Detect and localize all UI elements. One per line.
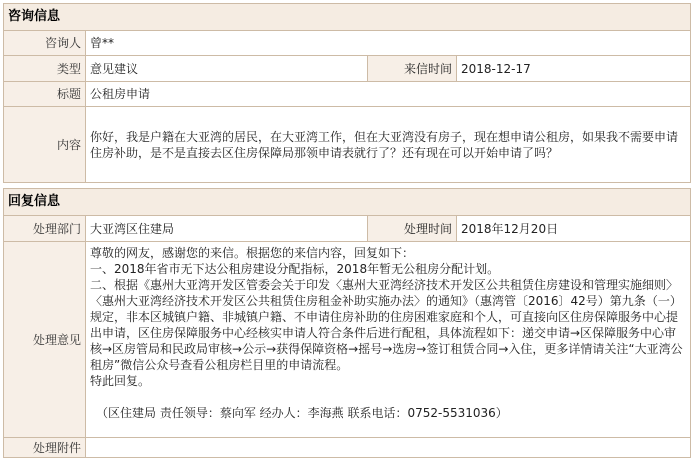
time-cell bbox=[368, 216, 691, 242]
opinion-paragraph: 二、根据《惠州大亚湾开发区管委会关于印发〈惠州大亚湾经济技术开发区公共租赁住房建设和管理实施细则〉〈惠州大亚湾经济技术开发区公共租赁住房租金补助实施办法〉的通知》（惠湾管〔2016〕42号）第九条（一）规定，非本区城镇户籍、非城镇户籍、不申请住房补助的住房困难家庭和个人，可直接向区住房保障服务中心提出申请，区住房保障服务中心经核实申请人符合条件后进行配租，具体流程如下：递交申请→区保障服务中心审核→区房管局和民政局审核→公示→获得保障资格→摇号→选房→签订租赁合同→入住，更多详情请关注“大亚湾公租房”微信公众号查看公租房栏目里的申请流程。 bbox=[90, 278, 683, 372]
consultation-form bbox=[3, 3, 691, 458]
title-label: 标题 bbox=[4, 82, 86, 107]
content-value: 你好，我是户籍在大亚湾的居民，在大亚湾工作，但在大亚湾没有房子，现在想申请公租房，如果我不需要申请住房补助，是不是直接去区住房保障局那领申请表就行了？还有现在可以开始申请了吗？ bbox=[86, 107, 691, 183]
opinion-paragraph: 尊敬的网友，感谢您的来信。根据您的来信内容，回复如下： bbox=[90, 246, 415, 260]
date-label: 来信时间 bbox=[368, 56, 457, 81]
content-label: 内容 bbox=[4, 107, 86, 183]
time-value: 2018年12月20日 bbox=[461, 221, 559, 236]
dept-value: 大亚湾区住建局 bbox=[86, 216, 368, 242]
type-label: 类型 bbox=[4, 56, 86, 82]
attachment-label: 处理附件 bbox=[4, 438, 86, 458]
title-value: 公租房申请 bbox=[86, 82, 691, 107]
opinion-label: 处理意见 bbox=[4, 242, 86, 438]
date-cell bbox=[368, 56, 691, 82]
type-value: 意见建议 bbox=[86, 56, 368, 82]
opinion-value bbox=[86, 242, 691, 438]
opinion-paragraph: 一、2018年省市无下达公租房建设分配指标，2018年暂无公租房分配计划。 bbox=[90, 262, 500, 276]
consultant-label: 咨询人 bbox=[4, 31, 86, 56]
consultant-value: 曾** bbox=[86, 31, 691, 56]
opinion-paragraph: 特此回复。 bbox=[90, 374, 151, 388]
consult-section-title: 咨询信息 bbox=[4, 4, 691, 31]
opinion-signature: （区住建局 责任领导：蔡向军 经办人：李海燕 联系电话：0752-5531036） bbox=[96, 406, 508, 420]
date-value: 2018-12-17 bbox=[461, 61, 531, 76]
attachment-value bbox=[86, 438, 691, 458]
reply-section-title: 回复信息 bbox=[4, 189, 691, 216]
dept-label: 处理部门 bbox=[4, 216, 86, 242]
time-label: 处理时间 bbox=[368, 216, 457, 241]
